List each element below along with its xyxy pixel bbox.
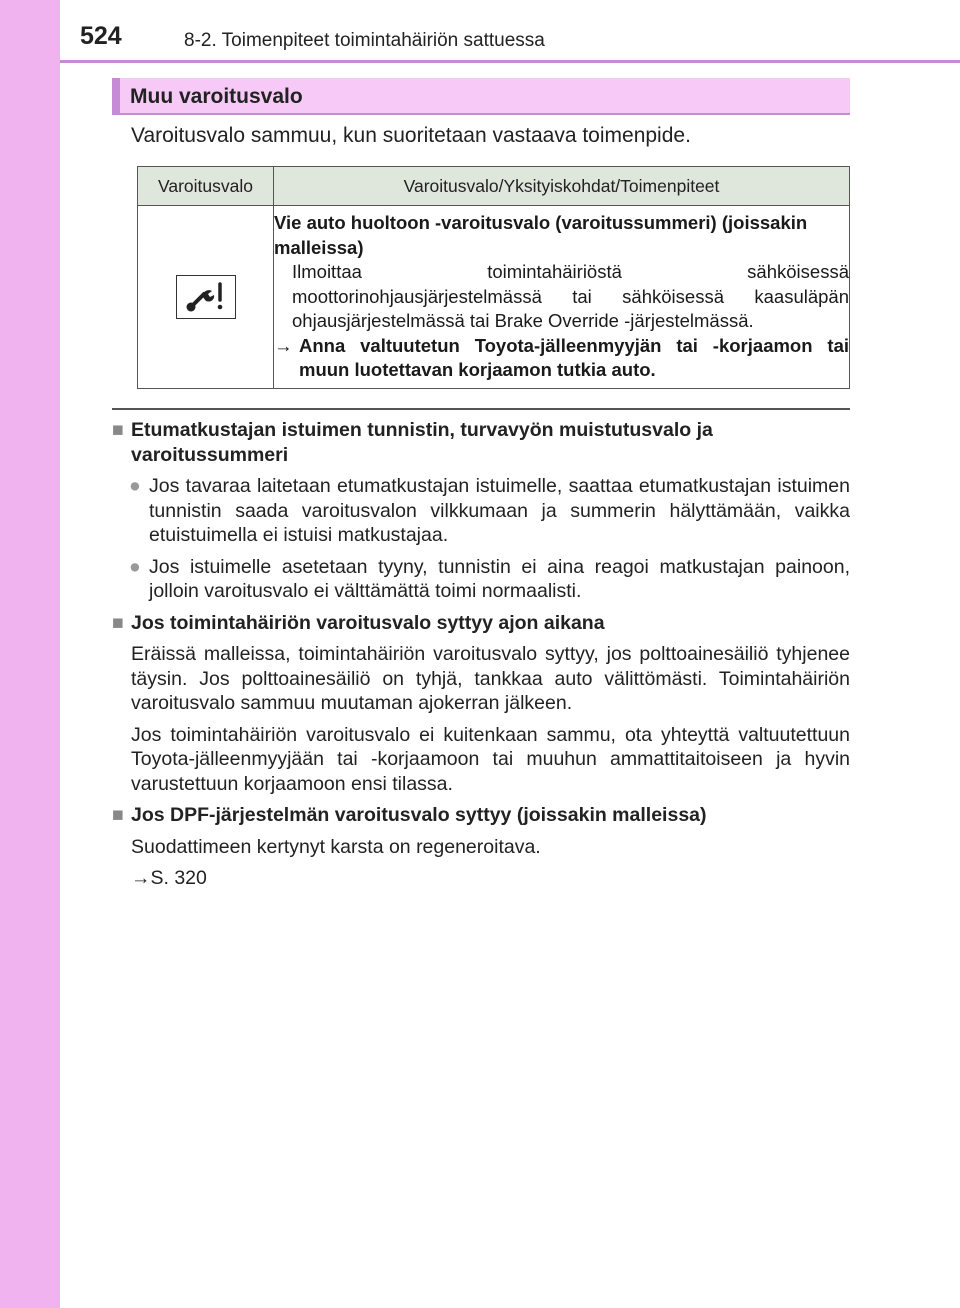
paragraph: Eräissä malleissa, toimintahäiriön varoitusvalo syttyy, jos polttoainesäiliö tyhjenee täysin. Jos polttoainesäiliö on tyhjä, tankkaa auto välittömästi. Toimintahäiriön varoitusvalo sammuu muutaman ajokerran jälkeen. (131, 643, 850, 714)
action-text: Anna valtuutetun Toyota-jälleenmyyjän tai -korjaamon tai muun luotettavan korjaamon tutkia auto. (299, 334, 849, 381)
icon-cell (138, 206, 274, 389)
circle-bullet-icon: ● (129, 555, 141, 578)
page-reference (131, 866, 850, 891)
notes-content (112, 418, 850, 891)
heading-text: Etumatkustajan istuimen tunnistin, turvavyön muistutusvalo ja varoitussummeri (131, 419, 713, 466)
paragraph: Suodattimeen kertynyt karsta on regeneroitava. (131, 835, 541, 858)
col-header-details: Varoitusvalo/Yksityiskohdat/Toimenpiteet (274, 167, 850, 206)
chapter-title: 8-2. Toimenpiteet toimintahäiriön sattuessa (184, 30, 545, 51)
chapter-sidebar (0, 0, 60, 1308)
heading-text: Jos toimintahäiriön varoitusvalo syttyy ajon aikana (131, 611, 605, 634)
col-header-light: Varoitusvalo (138, 167, 274, 206)
list-item (129, 474, 850, 548)
note-heading-dpf-light (112, 803, 850, 828)
arrow-icon: → (274, 334, 293, 356)
page-reference-text: S. 320 (150, 867, 207, 889)
light-description: Ilmoittaa toimintahäiriöstä sähköisessä moottorinohjausjärjestelmässä tai sähköisessä kaasuläpän ohjausjärjestelmässä tai Brake Override -järjestelmässä. (292, 261, 849, 332)
section-title: Muu varoitusvalo (130, 85, 303, 108)
section-divider (112, 408, 850, 410)
section-title-bar (112, 78, 850, 115)
header-rule (60, 60, 960, 63)
list-item-text: Jos tavaraa laitetaan etumatkustajan istuimelle, saattaa etumatkustajan istuimen tunnistin saada varoitusvalon vilkkumaan ja summerin hälyttämään, vaikka etuistuimella ei istuisi matkustajaa. (149, 475, 850, 546)
note-heading-malfunction-light (112, 611, 850, 636)
table-row (138, 206, 850, 389)
note-heading-seat-sensor (112, 418, 850, 467)
list-item-text: Jos istuimelle asetetaan tyyny, tunnistin ei aina reagoi matkustajan painoon, jolloin varoitusvalo ei välttämättä toimi normaalisti. (149, 555, 850, 602)
square-bullet-icon: ■ (112, 419, 124, 441)
heading-text: Jos DPF-järjestelmän varoitusvalo syttyy (joissakin malleissa) (131, 804, 707, 826)
square-bullet-icon: ■ (112, 804, 124, 826)
square-bullet-icon: ■ (112, 611, 124, 634)
list-item (129, 555, 850, 604)
warning-light-table (137, 166, 850, 389)
details-cell (274, 206, 850, 389)
circle-bullet-icon: ● (129, 475, 141, 497)
action-instruction (274, 334, 849, 383)
arrow-icon: → (131, 867, 151, 889)
section-accent (112, 78, 120, 113)
service-reminder-wrench-icon (176, 275, 236, 319)
light-name: Vie auto huoltoon -varoitusvalo (varoitussummeri) (joissakin malleissa) (274, 212, 808, 258)
section-intro: Varoitusvalo sammuu, kun suoritetaan vastaava toimenpide. (131, 124, 691, 147)
paragraph: Jos toimintahäiriön varoitusvalo ei kuitenkaan sammu, ota yhteyttä valtuutettuun Toyota-jälleenmyyjään tai -korjaamoon tai muuhun ammattitaitoiseen ja hyvin varustettuun korjaamoon ensi tilassa. (131, 723, 850, 795)
page-number: 524 (80, 22, 122, 50)
table-header-row (138, 167, 850, 206)
